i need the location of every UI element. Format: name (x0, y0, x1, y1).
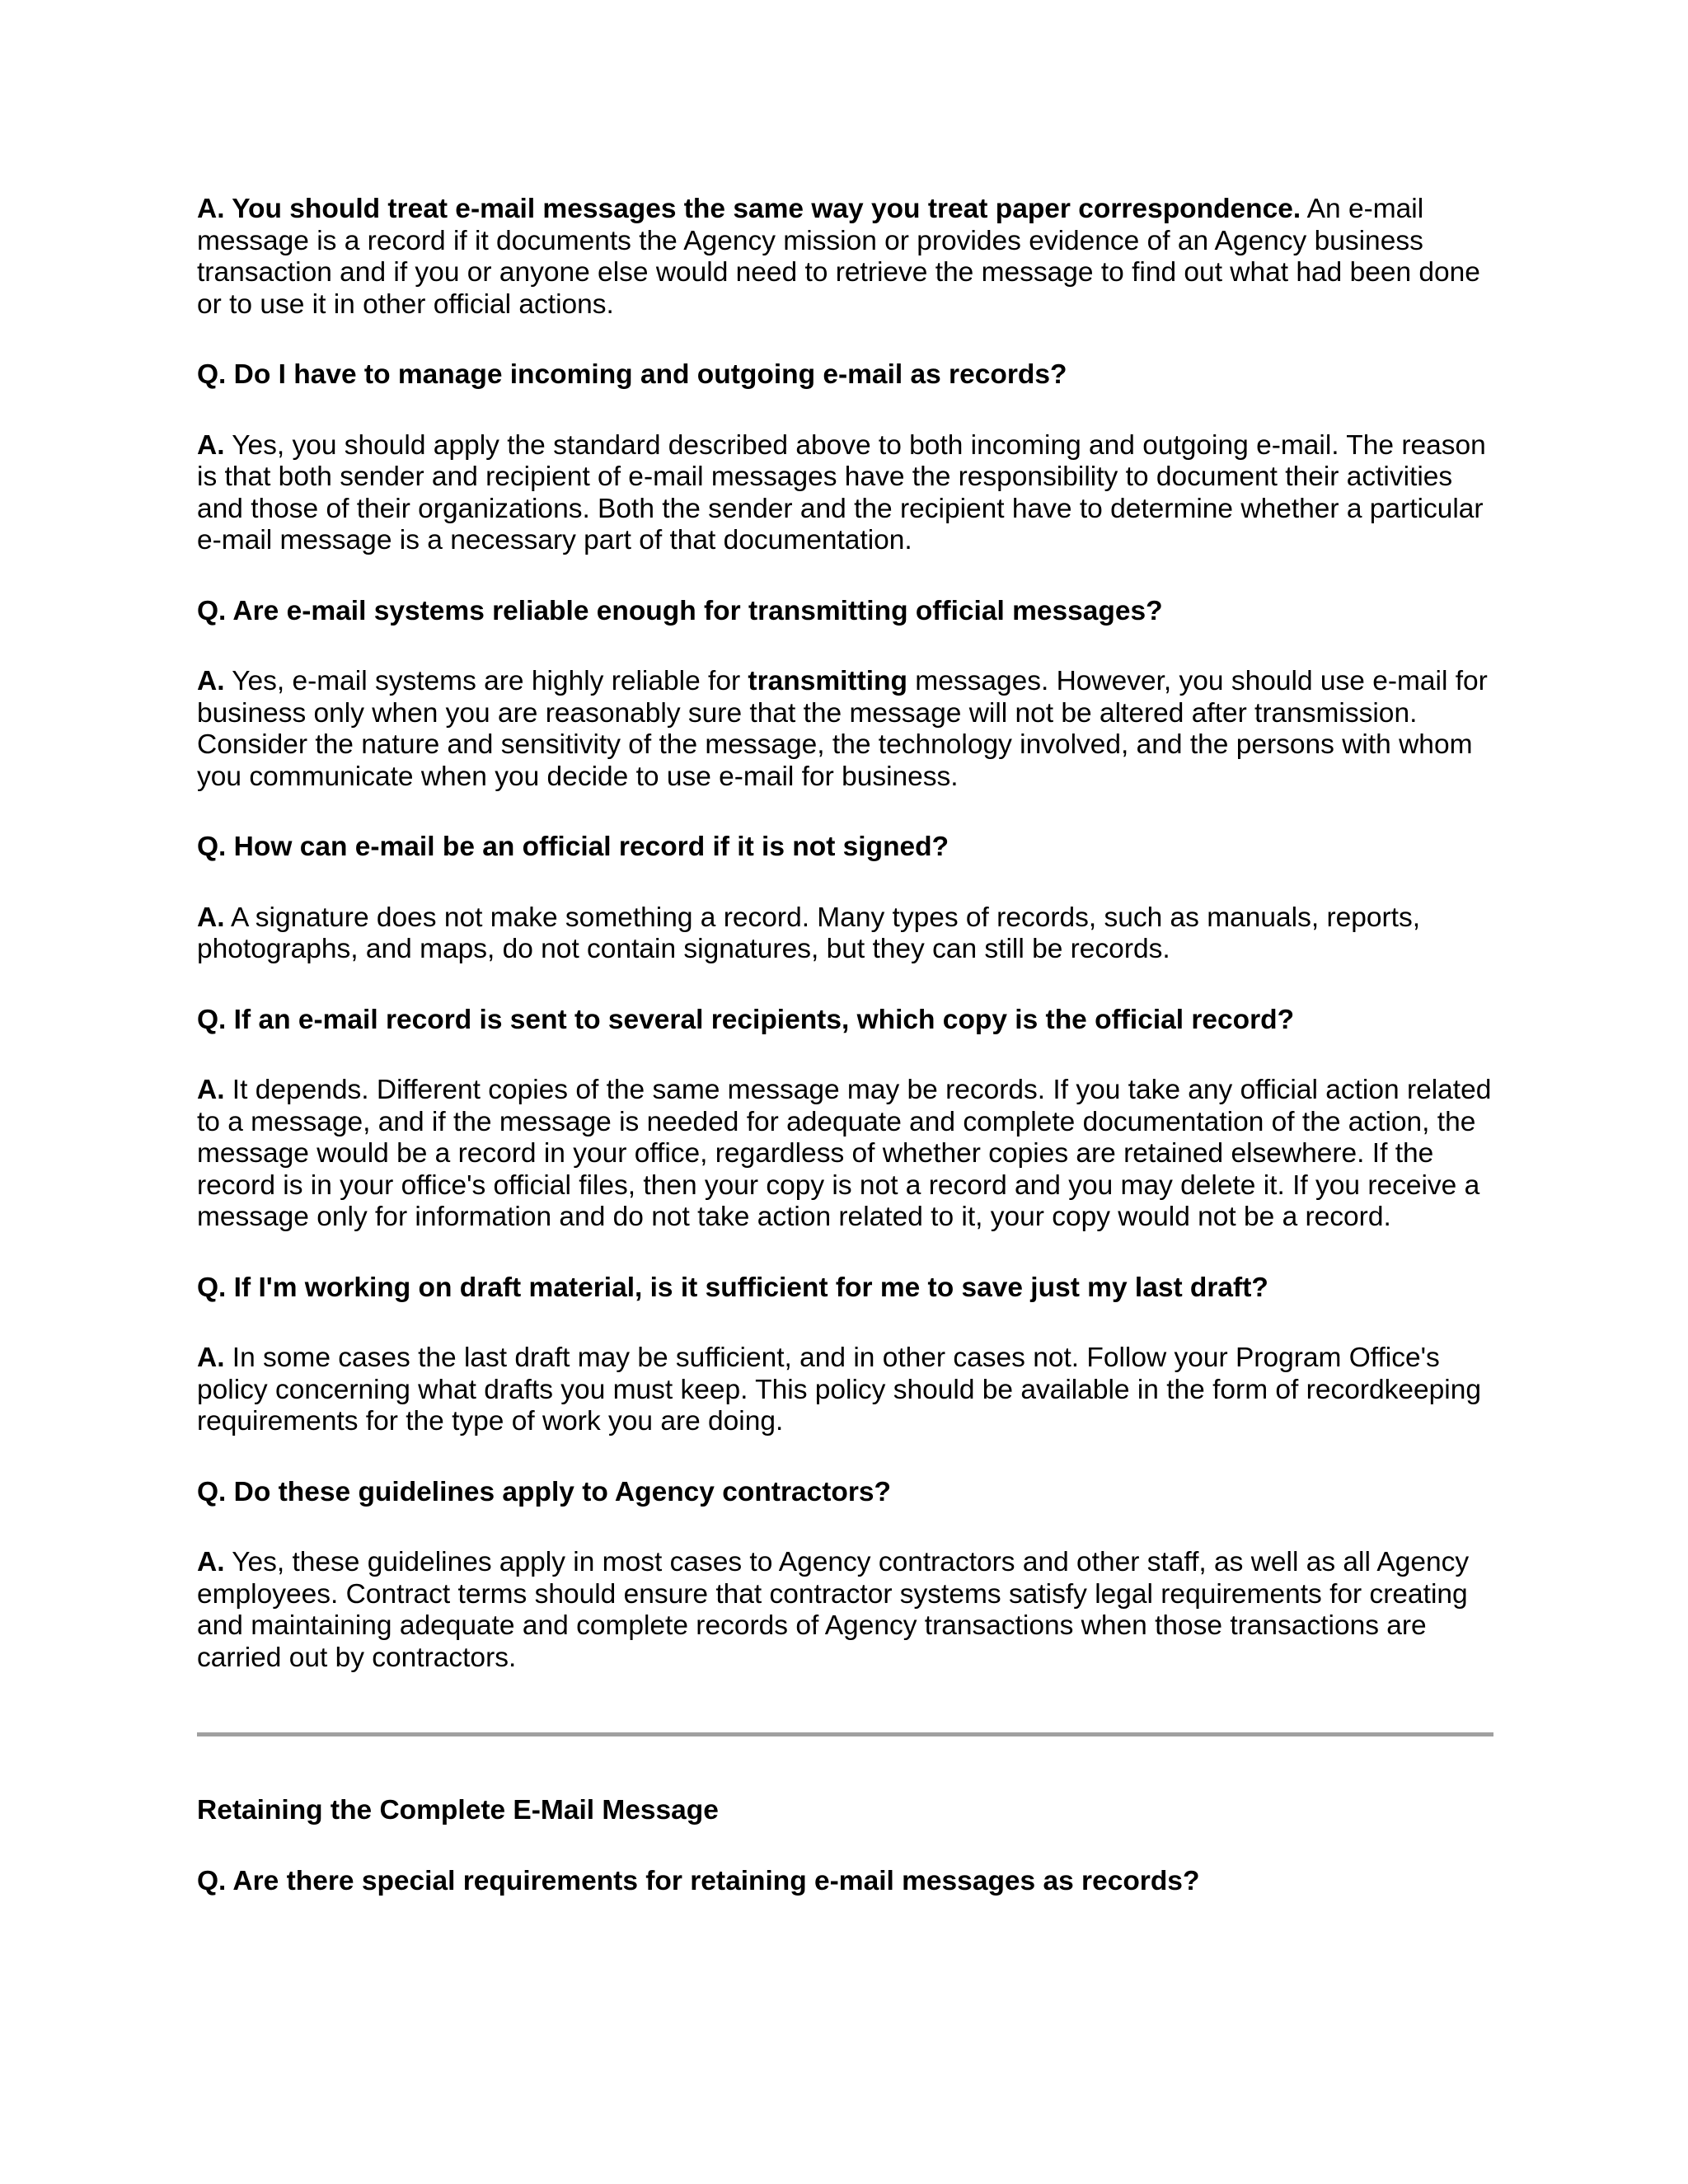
intro-lead: A. You should treat e-mail messages the same way you treat paper correspondence. (197, 194, 1301, 224)
document-body (197, 194, 1499, 1897)
answer-emphasis: transmitting (748, 666, 907, 696)
answer-text: A signature does not make something a record. Many types of records, such as manuals, reports, photographs, and maps, do not contain signatures, but they can still be records. (197, 902, 1421, 964)
section-question: Q. Are there special requirements for retaining e-mail messages as records? (197, 1865, 1200, 1896)
answer-text-after: messages. However, you should use e-mail for business only when you are reasonably sure that the message will not be altered after transmission. Consider the nature and sensitivity of the message, the technology involved, and the persons with whom you communicate when you decide to use e-mail for business. (197, 666, 1488, 792)
answer-1 (197, 430, 1499, 557)
answer-2 (197, 666, 1499, 793)
horizontal-divider (197, 1732, 1493, 1736)
answer-prefix: A. (197, 1343, 225, 1373)
answer-text: Yes, you should apply the standard described above to both incoming and outgoing e-mail. The reason is that both sender and recipient of e-mail messages have the responsibility to document their activities and those of their organizations. Both the sender and the recipient have to determine whether a particular e-mail message is a necessary part of that documentation. (197, 429, 1486, 555)
question-1: Q. Do I have to manage incoming and outgoing e-mail as records? (197, 359, 1067, 390)
answer-text: It depends. Different copies of the same message may be records. If you take any official action related to a message, and if the message is needed for adequate and complete documentation of the action, the message would be a record in your office, regardless of whether copies are retained elsewhere. If the record is in your office's official files, then your copy is not a record and you may delete it. If you receive a message only for information and do not take action related to it, your copy would not be a record. (197, 1075, 1492, 1232)
section-heading: Retaining the Complete E-Mail Message (197, 1795, 719, 1825)
question-2: Q. Are e-mail systems reliable enough for transmitting official messages? (197, 595, 1163, 626)
answer-text-before: Yes, e-mail systems are highly reliable for (224, 666, 748, 696)
question-3: Q. How can e-mail be an official record if it is not signed? (197, 832, 950, 862)
intro-text: An e-mail message is a record if it documents the Agency mission or provides evidence of an Agency business transaction and if you or anyone else would need to retrieve the message to find out what had been done or to use it in other official actions. (197, 194, 1480, 320)
answer-text: Yes, these guidelines apply in most cases to Agency contractors and other staff, as well as all Agency employees. Contract terms should ensure that contractor systems satisfy legal requirements for creating and maintaining adequate and complete records of Agency transactions when those transactions are carried out by contractors. (197, 1547, 1470, 1673)
answer-prefix: A. (197, 902, 225, 933)
answer-6 (197, 1547, 1499, 1674)
answer-3 (197, 902, 1499, 966)
answer-prefix: A. (197, 666, 225, 696)
answer-prefix: A. (197, 1075, 225, 1105)
answer-4 (197, 1075, 1499, 1234)
answer-5 (197, 1343, 1499, 1438)
answer-prefix: A. (197, 429, 225, 461)
answer-prefix: A. (197, 1547, 225, 1577)
intro-paragraph (197, 194, 1499, 321)
question-4: Q. If an e-mail record is sent to several recipients, which copy is the official record? (197, 1004, 1295, 1035)
question-5: Q. If I'm working on draft material, is it sufficient for me to save just my last draft? (197, 1272, 1268, 1303)
question-6: Q. Do these guidelines apply to Agency contractors? (197, 1476, 891, 1507)
answer-text: In some cases the last draft may be sufficient, and in other cases not. Follow your Program Office's policy concerning what drafts you must keep. This policy should be available in the form of recordkeeping requirements for the type of work you are doing. (197, 1343, 1481, 1436)
